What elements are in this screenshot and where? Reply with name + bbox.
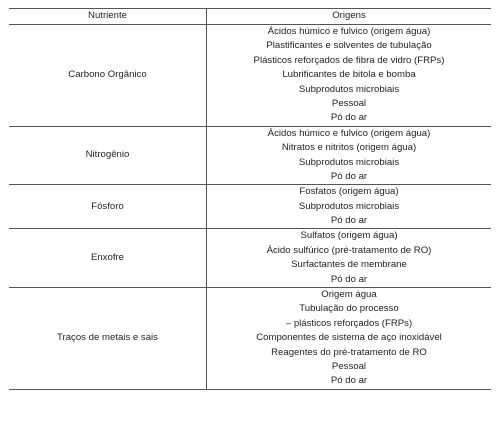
nutrient-cell: Fósforo — [9, 185, 207, 229]
origin-item: Ácidos húmico e fulvico (origem água) — [267, 26, 431, 37]
table-row — [9, 185, 491, 229]
origin-item: Pessoal — [331, 97, 367, 109]
table-body — [9, 25, 491, 390]
origins-cell — [207, 229, 492, 288]
origins-list — [207, 25, 491, 126]
origin-item: Pó do ar — [330, 273, 368, 285]
origin-item: Sulfatos (origem água) — [300, 230, 398, 242]
nutrient-cell: Nitrogênio — [9, 126, 207, 185]
origins-cell — [207, 126, 492, 185]
origin-item: Ácidos húmico e fulvico (origem água) — [267, 127, 431, 139]
origin-item: Plastificantes e solventes de tubulação — [266, 40, 432, 52]
origins-list — [207, 127, 491, 185]
origin-item: – plásticos reforçados (FRPs) — [285, 317, 413, 329]
table-row — [9, 229, 491, 288]
nutrient-cell: Enxofre — [9, 229, 207, 288]
nutrient-origins-table — [9, 8, 491, 390]
origin-item: Subprodutos microbiais — [298, 200, 400, 212]
origins-cell — [207, 185, 492, 229]
origin-item: Origem água — [321, 289, 377, 301]
origin-item: Pó do ar — [330, 215, 368, 227]
nutrient-cell: Carbono Orgânico — [9, 25, 207, 127]
header-origins: Origens — [207, 9, 492, 25]
origin-item: Pó do ar — [330, 170, 368, 182]
table-header — [9, 9, 491, 25]
header-nutrient: Nutriente — [9, 9, 207, 25]
origins-list — [207, 229, 491, 287]
origin-item: Reagentes do pré-tratamento de RO — [271, 346, 427, 358]
origin-item: Subprodutos microbiais — [298, 83, 400, 95]
origins-list — [207, 288, 491, 389]
header-row — [9, 9, 491, 25]
origins-cell — [207, 25, 492, 127]
origin-item: Pó do ar — [330, 375, 368, 387]
origin-item: Tubulação do processo — [299, 303, 399, 315]
table-row — [9, 25, 491, 127]
origin-item: Surfactantes de membrane — [291, 259, 407, 271]
origin-item: Subprodutos microbiais — [298, 156, 400, 168]
origin-item: Nitratos e nitritos (origem água) — [281, 142, 417, 154]
nutrient-cell: Traços de metais e sais — [9, 288, 207, 390]
table-row — [9, 126, 491, 185]
origin-item: Fosfatos (origem água) — [299, 186, 399, 198]
origins-list — [207, 185, 491, 228]
origin-item: Plásticos reforçados de fibra de vidro (FRPs) — [253, 54, 445, 66]
origin-item: Componentes de sistema de aço inoxidável — [256, 332, 442, 344]
origin-item: Ácido sulfúrico (pré-tratamento de RO) — [266, 244, 432, 256]
table-row — [9, 288, 491, 390]
origin-item: Pó do ar — [330, 112, 368, 124]
origin-item: Pessoal — [331, 360, 367, 372]
origin-item: Lubrificantes de bitola e bomba — [282, 69, 416, 81]
origins-cell — [207, 288, 492, 390]
